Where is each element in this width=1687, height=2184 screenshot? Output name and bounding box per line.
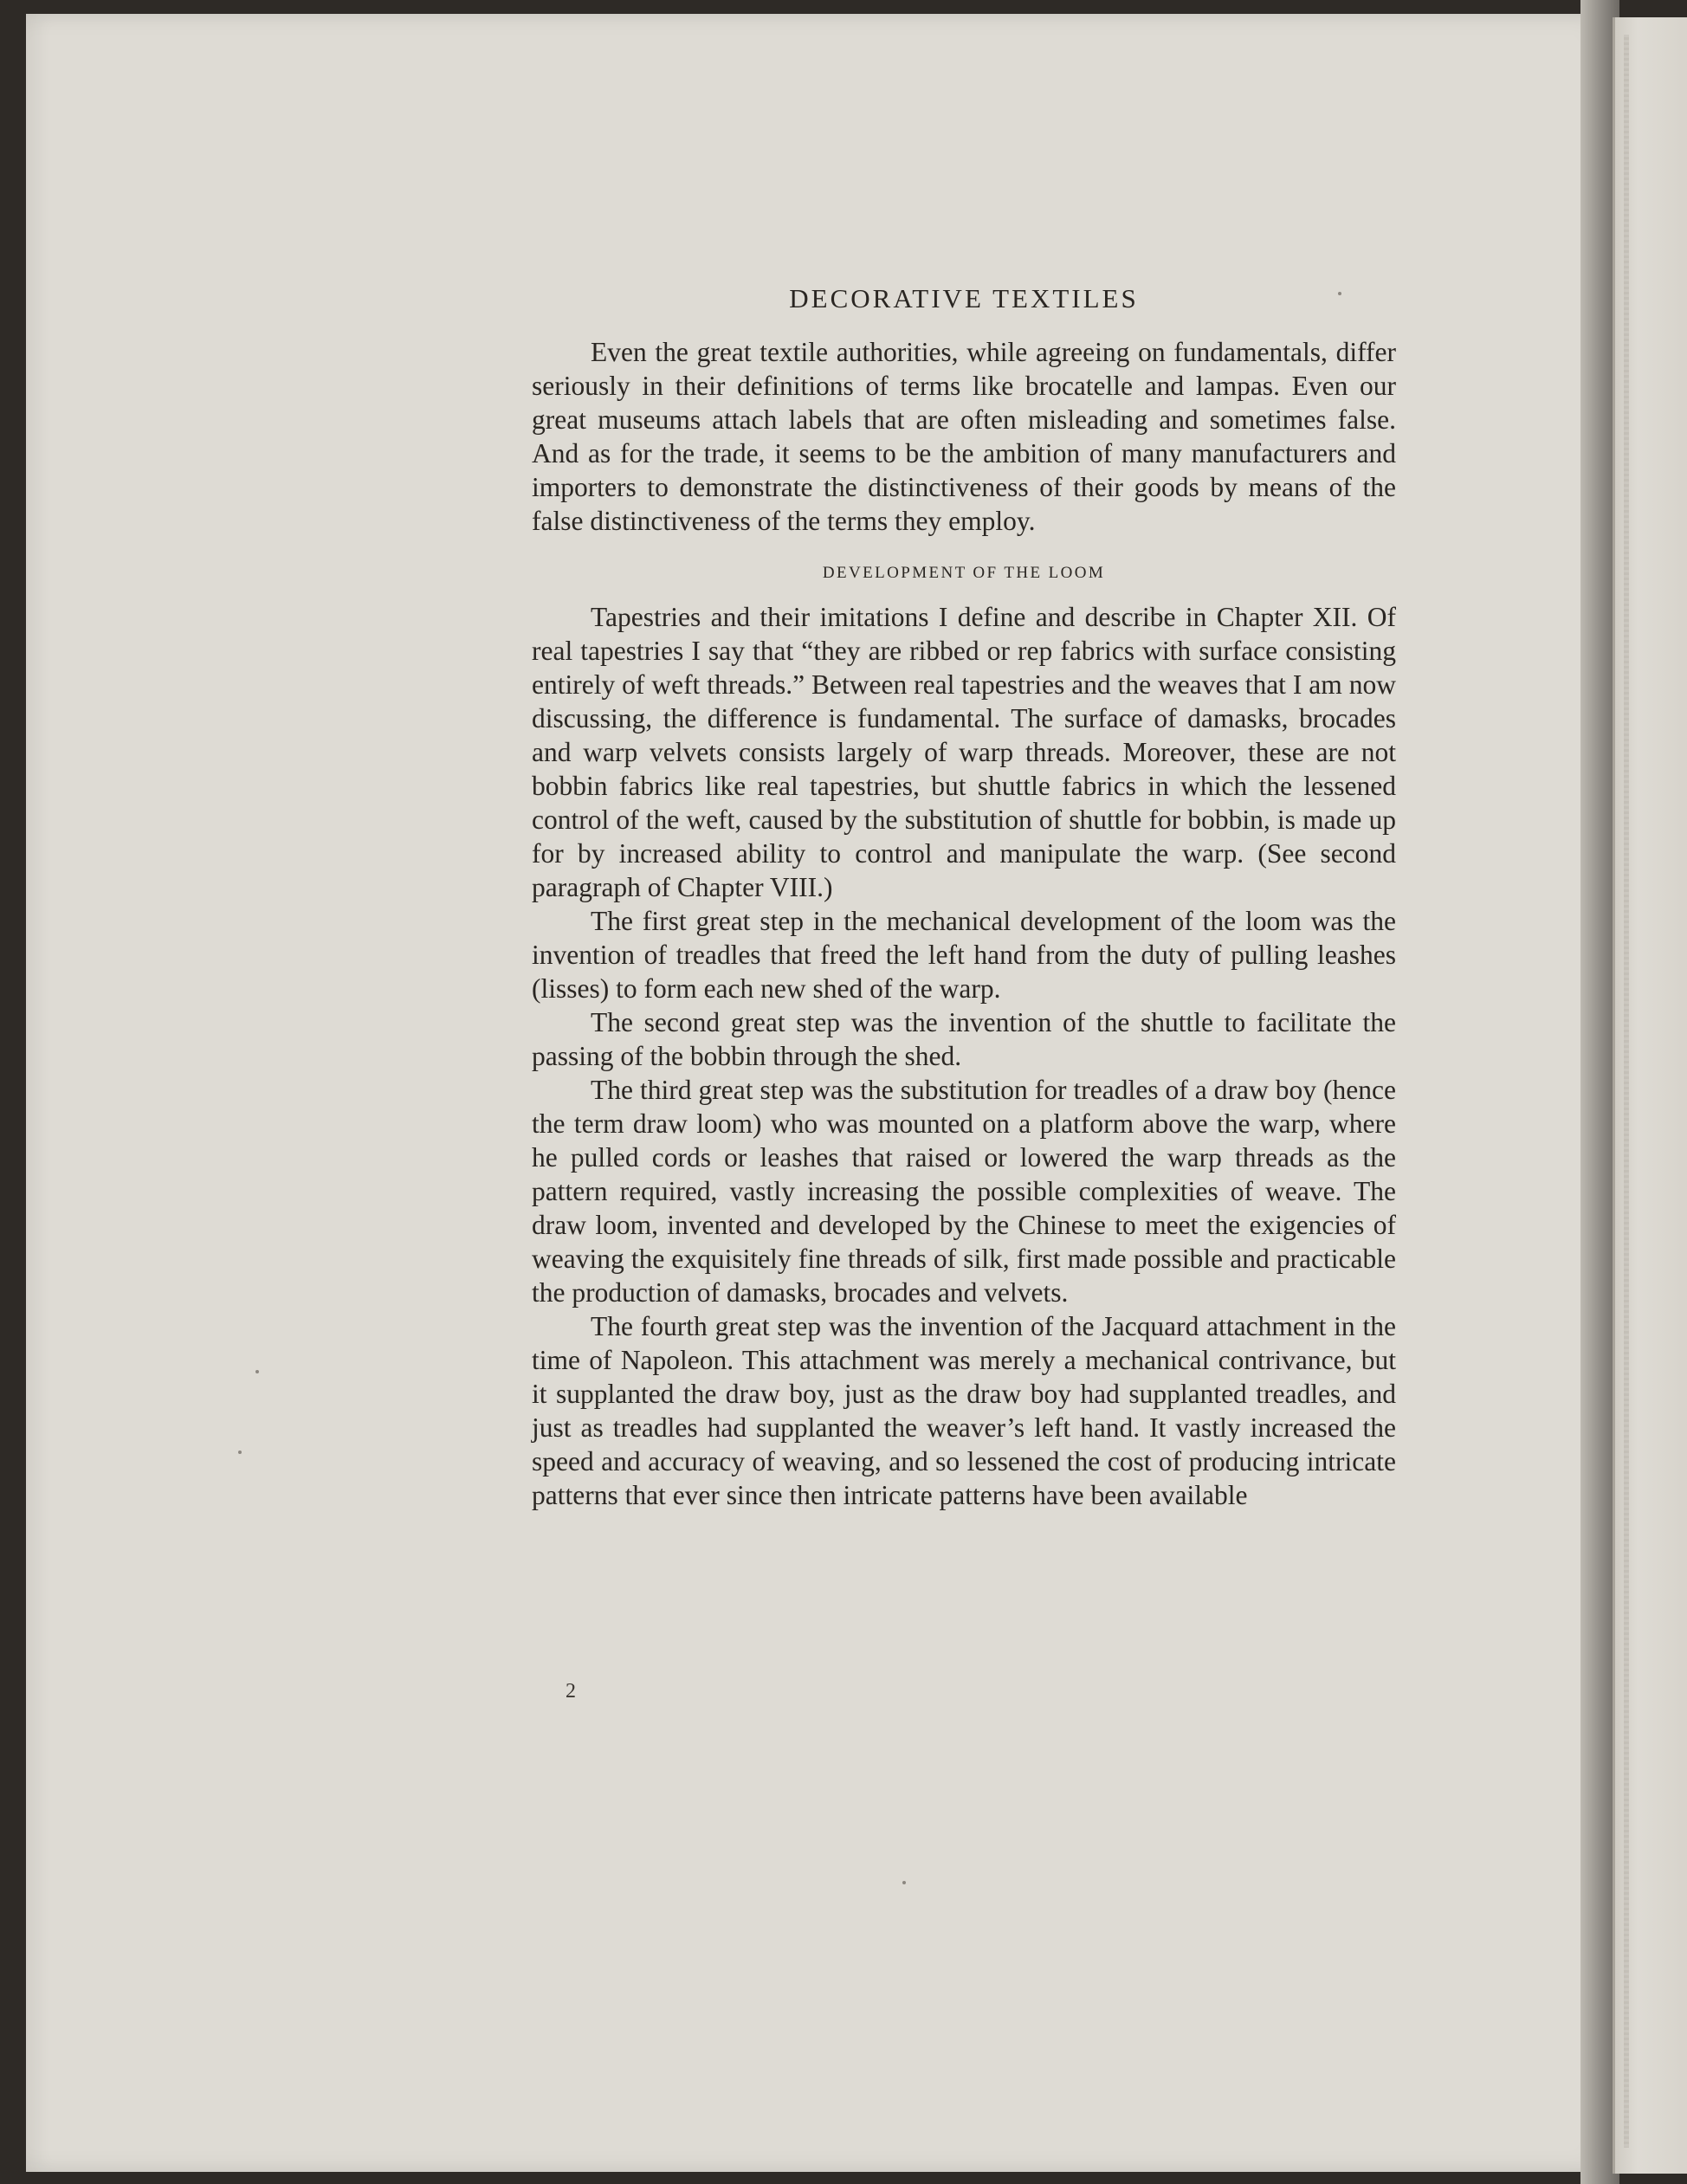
section-heading: DEVELOPMENT OF THE LOOM bbox=[822, 564, 1106, 582]
facing-page-texture bbox=[1624, 35, 1629, 2148]
running-head: DECORATIVE TEXTILES bbox=[789, 283, 1139, 313]
paragraph-second-step: The second great step was the invention of the shuttle to facilitate the passing of the bobbin through the shed. bbox=[532, 1007, 1396, 1071]
paragraph-intro: Even the great textile authorities, while agreeing on fundamentals, differ seriously in their definitions of terms like brocatelle and lampas. Even our great museums attach labels that are often misleading and sometimes false. And as for the trade, it seems to be the ambition of many manufacturers and importers to demonstrate the distinctiveness of their goods by means of the false distinctiveness of the terms they employ. bbox=[532, 337, 1396, 536]
paper-speck bbox=[255, 1370, 259, 1373]
paragraph-third-step: The third great step was the substitution for treadles of a draw boy (hence the term draw loom) who was mounted on a platform above the warp, where he pulled cords or leashes that raised or lowered the warp threads as the pattern required, vastly increasing the possible complexities of weave. The draw loom, invented and developed by the Chinese to meet the exigencies of weaving the exquisitely fine threads of silk, first made possible and practicable the production of damasks, brocades and velvets. bbox=[532, 1075, 1396, 1308]
paper-speck bbox=[902, 1881, 906, 1884]
paragraph-first-step: The first great step in the mechanical development of the loom was the invention of treadles that freed the left hand from the duty of pulling leashes (lisses) to form each new shed of the warp. bbox=[532, 906, 1396, 1004]
paper-speck bbox=[238, 1451, 242, 1454]
paragraph-fourth-step: The fourth great step was the invention of the Jacquard attachment in the time of Napoleon. This attachment was merely a mechanical contrivance, but it supplanted the draw boy, just as the draw boy had supplanted treadles, and just as treadles had supplanted the weaver’s left hand. It vastly increased the speed and accuracy of weaving, and so lessened the cost of producing intricate patterns that ever since then intricate patterns have been available bbox=[532, 1311, 1396, 1510]
page-number: 2 bbox=[566, 1680, 576, 1703]
text-block bbox=[532, 281, 1396, 1512]
paragraph-tapestries: Tapestries and their imitations I define and describe in Chapter XII. Of real tapestries I say that “they are ribbed or rep fabrics with surface consisting entirely of weft threads.” Between real tapestries and the weaves that I am now discussing, the difference is fundamental. The surface of damasks, brocades and warp velvets consists largely of warp threads. Moreover, these are not bobbin fabrics like real tapestries, but shuttle fabrics in which the lessened control of the weft, caused by the substitution of shuttle for bobbin, is made up for by increased ability to control and manipulate the warp. (See second paragraph of Chapter VIII.) bbox=[532, 602, 1396, 902]
